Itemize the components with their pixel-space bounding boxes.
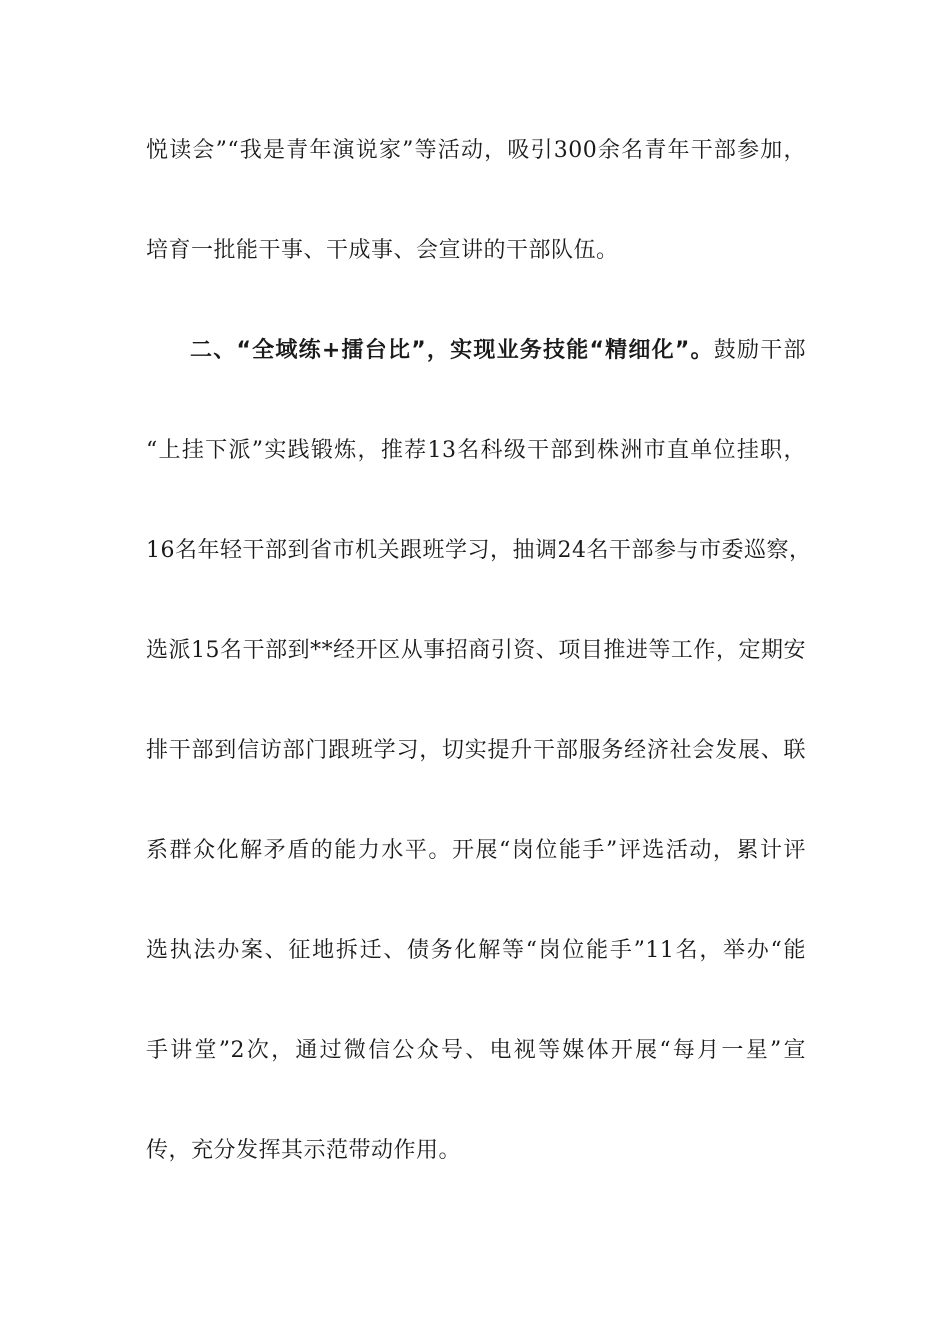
paragraph-line: 手讲堂”2次，通过微信公众号、电视等媒体开展“每月一星”宣 <box>146 1038 806 1063</box>
paragraph-line: 传，充分发挥其示范带动作用。 <box>146 1138 462 1163</box>
paragraph-line: 系群众化解矛盾的能力水平。开展“岗位能手”评选活动，累计评 <box>146 838 806 863</box>
paragraph-line: 16名年轻干部到省市机关跟班学习，抽调24名干部参与市委巡察， <box>146 538 812 563</box>
paragraph-line: 悦读会”“我是青年演说家”等活动，吸引300余名青年干部参加， <box>146 138 806 163</box>
heading-continuation: 鼓励干部 <box>713 338 806 363</box>
section-heading: 二、“全域练+擂台比”，实现业务技能“精细化”。 <box>190 338 714 363</box>
paragraph-line: 培育一批能干事、干成事、会宣讲的干部队伍。 <box>146 238 619 263</box>
paragraph-line: 选执法办案、征地拆迁、债务化解等“岗位能手”11名，举办“能 <box>146 938 806 963</box>
paragraph-line: “上挂下派”实践锻炼，推荐13名科级干部到株洲市直单位挂职， <box>146 438 806 463</box>
paragraph-line: 选派15名干部到**经开区从事招商引资、项目推进等工作，定期安 <box>146 638 806 663</box>
paragraph-line: 排干部到信访部门跟班学习，切实提升干部服务经济社会发展、联 <box>146 738 806 763</box>
section-heading-line <box>190 336 806 366</box>
